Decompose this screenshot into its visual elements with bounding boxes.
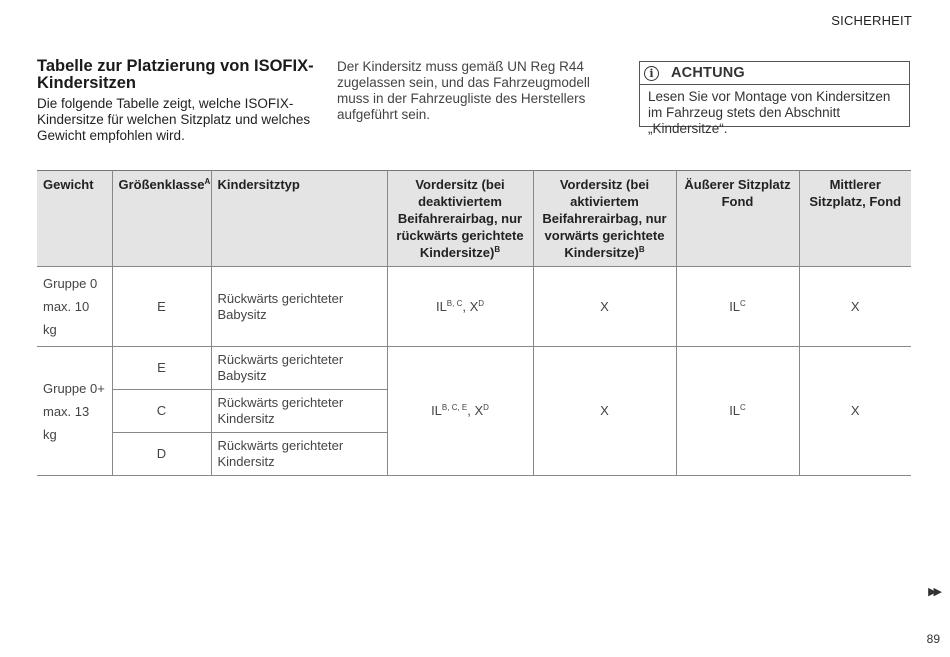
vordersitz-deaktiviert-cell: $IL^{B, C, E}$, $X^D$	[387, 347, 533, 476]
intro-text: Die folgende Tabelle zeigt, welche ISOFIX-Kindersitze für welchen Sitzplatz und welches Gewicht empfohlen wird.	[37, 96, 311, 143]
header-kindersitztyp: Kindersitztyp	[211, 171, 387, 267]
kindersitztyp-cell: Rückwärts gerichteter Babysitz	[211, 267, 387, 347]
table-header-row	[37, 171, 911, 267]
mittlerer-sitzplatz-cell: X	[799, 347, 911, 476]
header-vordersitz-aktiviert: Vordersitz (bei aktiviertem Beifahrerairbag, nur vorwärts gerichtete Kindersitze)$^B$	[533, 171, 676, 267]
section-label: SICHERHEIT	[831, 13, 912, 28]
groessenklasse-cell: D	[112, 433, 211, 476]
gruppe-cell	[37, 267, 112, 347]
warning-header	[640, 62, 909, 85]
header-groessenklasse: Größenklasse$^A$	[112, 171, 211, 267]
header-aeusserer-sitzplatz: Äußerer Sitzplatz Fond	[676, 171, 799, 267]
next-page-icon: ▶▶	[928, 586, 939, 598]
info-icon: i	[644, 66, 659, 81]
gruppe-label: Gruppe 0	[43, 276, 98, 291]
page-title: Tabelle zur Platzierung von ISOFIX-Kindersitzen	[37, 57, 314, 92]
isofix-table	[37, 170, 911, 476]
vordersitz-aktiviert-cell: X	[533, 347, 676, 476]
groessenklasse-cell: E	[112, 347, 211, 390]
header-mittlerer-sitzplatz: Mittlerer Sitzplatz, Fond	[799, 171, 911, 267]
table-row	[37, 267, 911, 347]
groessenklasse-cell: E	[112, 267, 211, 347]
header-gewicht: Gewicht	[37, 171, 112, 267]
aeusserer-sitzplatz-cell: $IL^C$	[676, 267, 799, 347]
gruppe-gewicht: max. 10 kg	[43, 299, 90, 337]
vordersitz-aktiviert-cell: X	[533, 267, 676, 347]
warning-box	[639, 61, 910, 136]
mittlerer-sitzplatz-cell: X	[799, 267, 911, 347]
page-number: 89	[926, 632, 940, 646]
table-row	[37, 347, 911, 390]
warning-title: ACHTUNG	[671, 65, 745, 81]
gruppe-cell	[37, 347, 112, 476]
gruppe-label: Gruppe 0+	[43, 380, 105, 396]
aeusserer-sitzplatz-cell: $IL^C$	[676, 347, 799, 476]
kindersitztyp-cell: Rückwärts gerichteter Kindersitz	[211, 433, 387, 476]
intro-column	[37, 58, 317, 144]
gruppe-gewicht: max. 13 kg	[43, 403, 90, 442]
middle-text: Der Kindersitz muss gemäß UN Reg R44 zugelassen sein, und das Fahrzeugmodell muss in der Fahrzeugliste des Herstellers aufgeführt sein.	[337, 59, 590, 122]
header-vordersitz-deaktiviert: Vordersitz (bei deaktiviertem Beifahrerairbag, nur rückwärts gerichtete Kindersitze)$^B$	[387, 171, 533, 267]
warning-text: Lesen Sie vor Montage von Kindersitzen im Fahrzeug stets den Abschnitt „Kindersitze“.	[648, 89, 891, 136]
kindersitztyp-cell: Rückwärts gerichteter Babysitz	[211, 347, 387, 390]
kindersitztyp-cell: Rückwärts gerichteter Kindersitz	[211, 390, 387, 433]
vordersitz-deaktiviert-cell: $IL^{B, C}$, $X^D$	[387, 267, 533, 347]
groessenklasse-cell: C	[112, 390, 211, 433]
